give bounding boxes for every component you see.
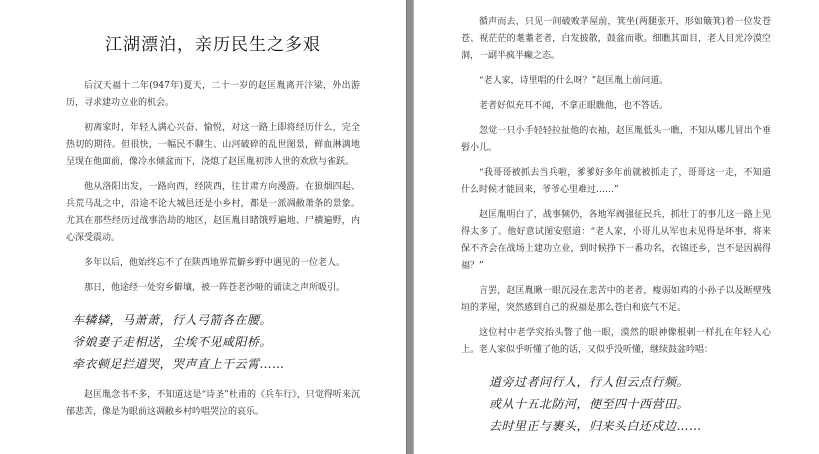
paragraph: 老者好似充耳不闻，不拿正眼瞧他，也不答话。 — [479, 101, 669, 111]
poem-block — [461, 371, 771, 437]
right-page — [414, 0, 819, 454]
paragraph: 循声而去，只见一间破败茅屋前，箕坐(两腿张开，形如簸箕)着一位发苍苍、视茫茫的耄耋老者，白发披散，鼓盆而歌。细瞧其面目，老人目光冷漠空洞，一副半疯半癫之态。 — [461, 17, 771, 61]
poem-line: 爷娘妻子走相送，尘埃不见咸阳桥。 — [72, 335, 273, 349]
paragraph: “我哥哥被抓去当兵啦，爹爹好多年前就被抓走了，哥哥这一走，不知道什么时候才能回来，爷爷心里难过……” — [461, 168, 771, 195]
paragraph: 这位村中老学究抬头瞥了他一眼，漠然的眼神像根刺一样扎在年轻人心上。老人家似乎听懂了他的话，又似乎没听懂，继续鼓盆吟唱： — [461, 328, 771, 355]
poem-line: 道旁过者问行人，行人但云点行频。 — [489, 375, 690, 389]
paragraph: 初离家时，年轻人满心兴奋、愉悦，对这一路上即将经历什么，完全热切的期待。但很快，一幅民不聊生、山河破碎的乱世图景，鲜血淋漓地呈现在他面前，像冷水倾盆而下，浇熄了赵匡胤初涉人世的欢欣与雀跃。 — [66, 123, 360, 167]
left-page — [0, 0, 406, 454]
poem-line: 牵衣顿足拦道哭，哭声直上干云霄…… — [72, 357, 285, 371]
page-divider — [406, 0, 414, 454]
chapter-title: 江湖漂泊，亲历民生之多艰 — [105, 35, 321, 55]
poem-block — [66, 309, 360, 375]
paragraph: 那日，他途经一处穷乡僻壤，被一阵苍老沙哑的诵读之声所吸引。 — [84, 283, 346, 293]
paragraph: 赵匡胤念书不多，不知道这是“诗圣”杜甫的《兵车行》，只觉得听来沉郁悲苦，像是为眼前这凋敝乡村吟唱哭泣的哀乐。 — [66, 390, 360, 417]
paragraph: 赵匡胤明白了，战事频仍，各地军阀强征民兵，抓壮丁的事儿这一路上见得太多了。他好意试图安慰道：“老人家，小哥儿从军也未见得是坏事，将来保不齐会在战场上建功立业，到时候挣下一番功名，衣锦还乡，岂不是因祸得福？” — [461, 210, 771, 271]
paragraph: 后汉天福十二年(947年)夏天，二十一岁的赵匡胤离开汴梁，外出游历，寻求建功立业的机会。 — [66, 81, 360, 108]
poem-line: 车辚辚，马萧萧，行人弓箭各在腰。 — [72, 313, 273, 327]
paragraph: 言罢，赵匡胤瞅一眼沉浸在悲苦中的老者，瘦弱如鸡的小孙子以及断壁残垣的茅屋，突然感到自己的祝福是那么苍白和底气不足。 — [461, 286, 771, 313]
paragraph: 多年以后，他始终忘不了在陕西地界荒僻乡野中遇见的一位老人。 — [84, 258, 346, 268]
paragraph: “老人家，诗里唱的什么呀？”赵匡胤上前问道。 — [479, 76, 669, 86]
poem-line: 或从十五北防河，便至四十西营田。 — [489, 397, 690, 411]
paragraph: 忽觉一只小手轻轻拉扯他的衣袖，赵匡胤低头一瞧，不知从哪儿冒出个垂髫小儿。 — [461, 126, 771, 153]
paragraph: 他从洛阳出发，一路向西，经陕西，往甘肃方向漫游。在狼烟四起、兵荒马乱之中，沿途不论大城邑还是小乡村，都是一派凋敝萧条的景象。尤其在那些经历过战事浩劫的地区，赵匡胤目睹饿殍遍地、尸横遍野，内心深受震动。 — [66, 182, 360, 243]
poem-line: 去时里正与裹头，归来头白还戍边…… — [489, 419, 702, 433]
